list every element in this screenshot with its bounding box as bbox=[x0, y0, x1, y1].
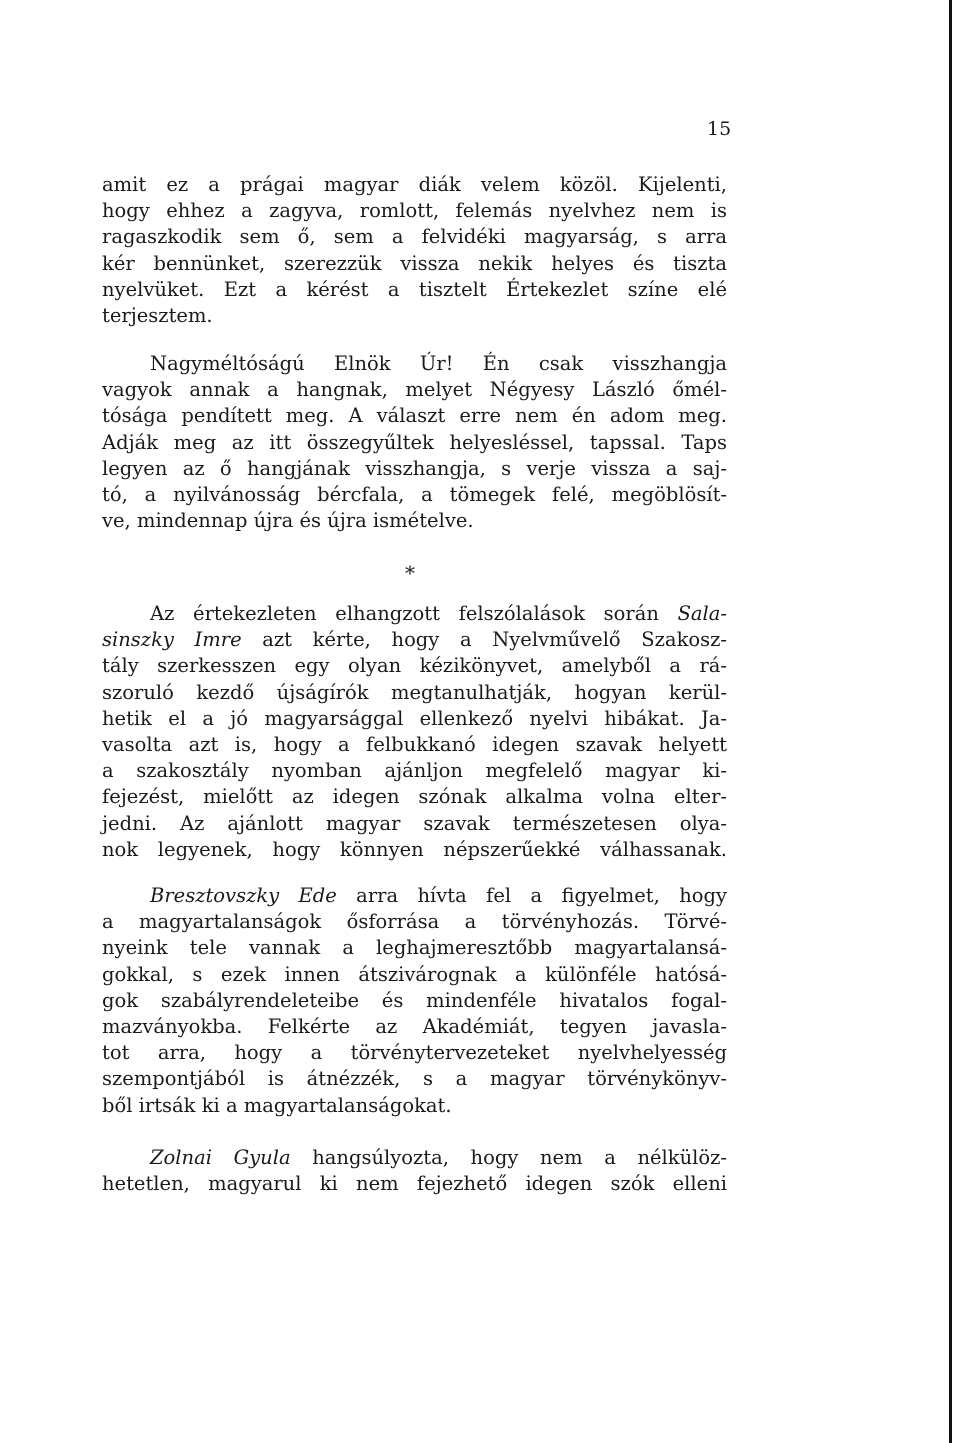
text-line: nyelvüket. Ezt a kérést a tisztelt Értekezlet színe elé bbox=[102, 277, 727, 301]
text-line: mazványokba. Felkérte az Akadémiát, tegyen javasla- bbox=[102, 1015, 727, 1039]
text-line: tósága pendített meg. A választ erre nem én adom meg. bbox=[102, 404, 727, 428]
text-run: azt kérte, hogy a Nyelvművelő Szakosz- bbox=[241, 628, 727, 652]
page-number: 15 bbox=[707, 118, 732, 140]
text-line: fejezést, mielőtt az idegen szónak alkalma volna elter- bbox=[102, 785, 727, 809]
paragraph-4 bbox=[102, 883, 727, 1119]
person-name: sinszky Imre bbox=[102, 628, 242, 652]
text-line: Nagyméltóságú Elnök Úr! Én csak visszhangja bbox=[150, 352, 727, 375]
person-name: Sala- bbox=[677, 602, 727, 625]
text-line bbox=[102, 601, 727, 627]
text-line bbox=[102, 627, 727, 653]
text-run: hangsúlyozta, hogy nem a nélkülöz- bbox=[290, 1146, 727, 1169]
text-line bbox=[102, 1145, 727, 1171]
text-line: gokkal, s ezek innen átszivárognak a különféle hatósá- bbox=[102, 962, 727, 986]
section-separator: * bbox=[405, 561, 415, 585]
text-run: arra hívta fel a figyelmet, hogy bbox=[336, 884, 727, 907]
text-line: terjesztem. bbox=[102, 304, 213, 328]
paragraph-2 bbox=[102, 351, 727, 534]
paragraph-3 bbox=[102, 601, 727, 863]
text-line: a szakosztály nyomban ajánljon megfelelő magyar ki- bbox=[102, 759, 727, 783]
text-line: tály szerkesszen egy olyan kézikönyvet, amelyből a rá- bbox=[102, 654, 727, 678]
text-line: hetetlen, magyarul ki nem fejezhető idegen szók elleni bbox=[102, 1172, 727, 1196]
text-line: tot arra, hogy a törvénytervezeteket nyelvhelyesség bbox=[102, 1041, 727, 1065]
text-line: hogy ehhez a zagyva, romlott, felemás nyelvhez nem is bbox=[102, 199, 727, 223]
text-line: vagyok annak a hangnak, melyet Négyesy László őmél- bbox=[102, 378, 727, 402]
text-run: Az értekezleten elhangzott felszólalások során bbox=[150, 602, 678, 625]
text-line: szoruló kezdő újságírók megtanulhatják, hogyan kerül- bbox=[102, 680, 727, 704]
text-line: jedni. Az ajánlott magyar szavak természetesen olya- bbox=[102, 811, 727, 835]
paragraph-1 bbox=[102, 172, 727, 329]
text-line: ből irtsák ki a magyartalanságokat. bbox=[102, 1093, 452, 1117]
text-line: legyen az ő hangjának visszhangja, s verje vissza a saj- bbox=[102, 456, 727, 480]
text-line: gok szabályrendeleteibe és mindenféle hivatalos fogal- bbox=[102, 988, 727, 1012]
text-line bbox=[102, 883, 727, 909]
text-line: a magyartalanságok ősforrása a törvényhozás. Törvé- bbox=[102, 910, 727, 934]
text-line: ragaszkodik sem ő, sem a felvidéki magyarság, s arra bbox=[102, 225, 727, 249]
text-line: szempontjából is átnézzék, s a magyar törvénykönyv- bbox=[102, 1067, 727, 1091]
text-line: nok legyenek, hogy könnyen népszerűekké válhassanak. bbox=[102, 837, 727, 861]
text-line: hetik el a jó magyarsággal ellenkező nyelvi hibákat. Ja- bbox=[102, 706, 727, 730]
text-line: ve, mindennap újra és újra ismételve. bbox=[102, 509, 474, 533]
paragraph-5 bbox=[102, 1145, 727, 1197]
text-line: nyeink tele vannak a leghajmeresztőbb magyartalansá- bbox=[102, 936, 727, 960]
person-name: Zolnai Gyula bbox=[150, 1146, 291, 1169]
text-line: kér bennünket, szerezzük vissza nekik helyes és tiszta bbox=[102, 251, 727, 275]
text-line: amit ez a prágai magyar diák velem közöl. Kijelenti, bbox=[102, 173, 727, 196]
person-name: Bresztovszky Ede bbox=[150, 884, 337, 907]
text-line: Adják meg az itt összegyűltek helyesléssel, tapssal. Taps bbox=[102, 430, 727, 454]
page-edge-border bbox=[949, 0, 952, 1443]
text-line: vasolta azt is, hogy a felbukkanó idegen szavak helyett bbox=[102, 733, 727, 757]
text-line: tó, a nyilvánosság bércfala, a tömegek felé, megöblösít- bbox=[102, 483, 727, 507]
